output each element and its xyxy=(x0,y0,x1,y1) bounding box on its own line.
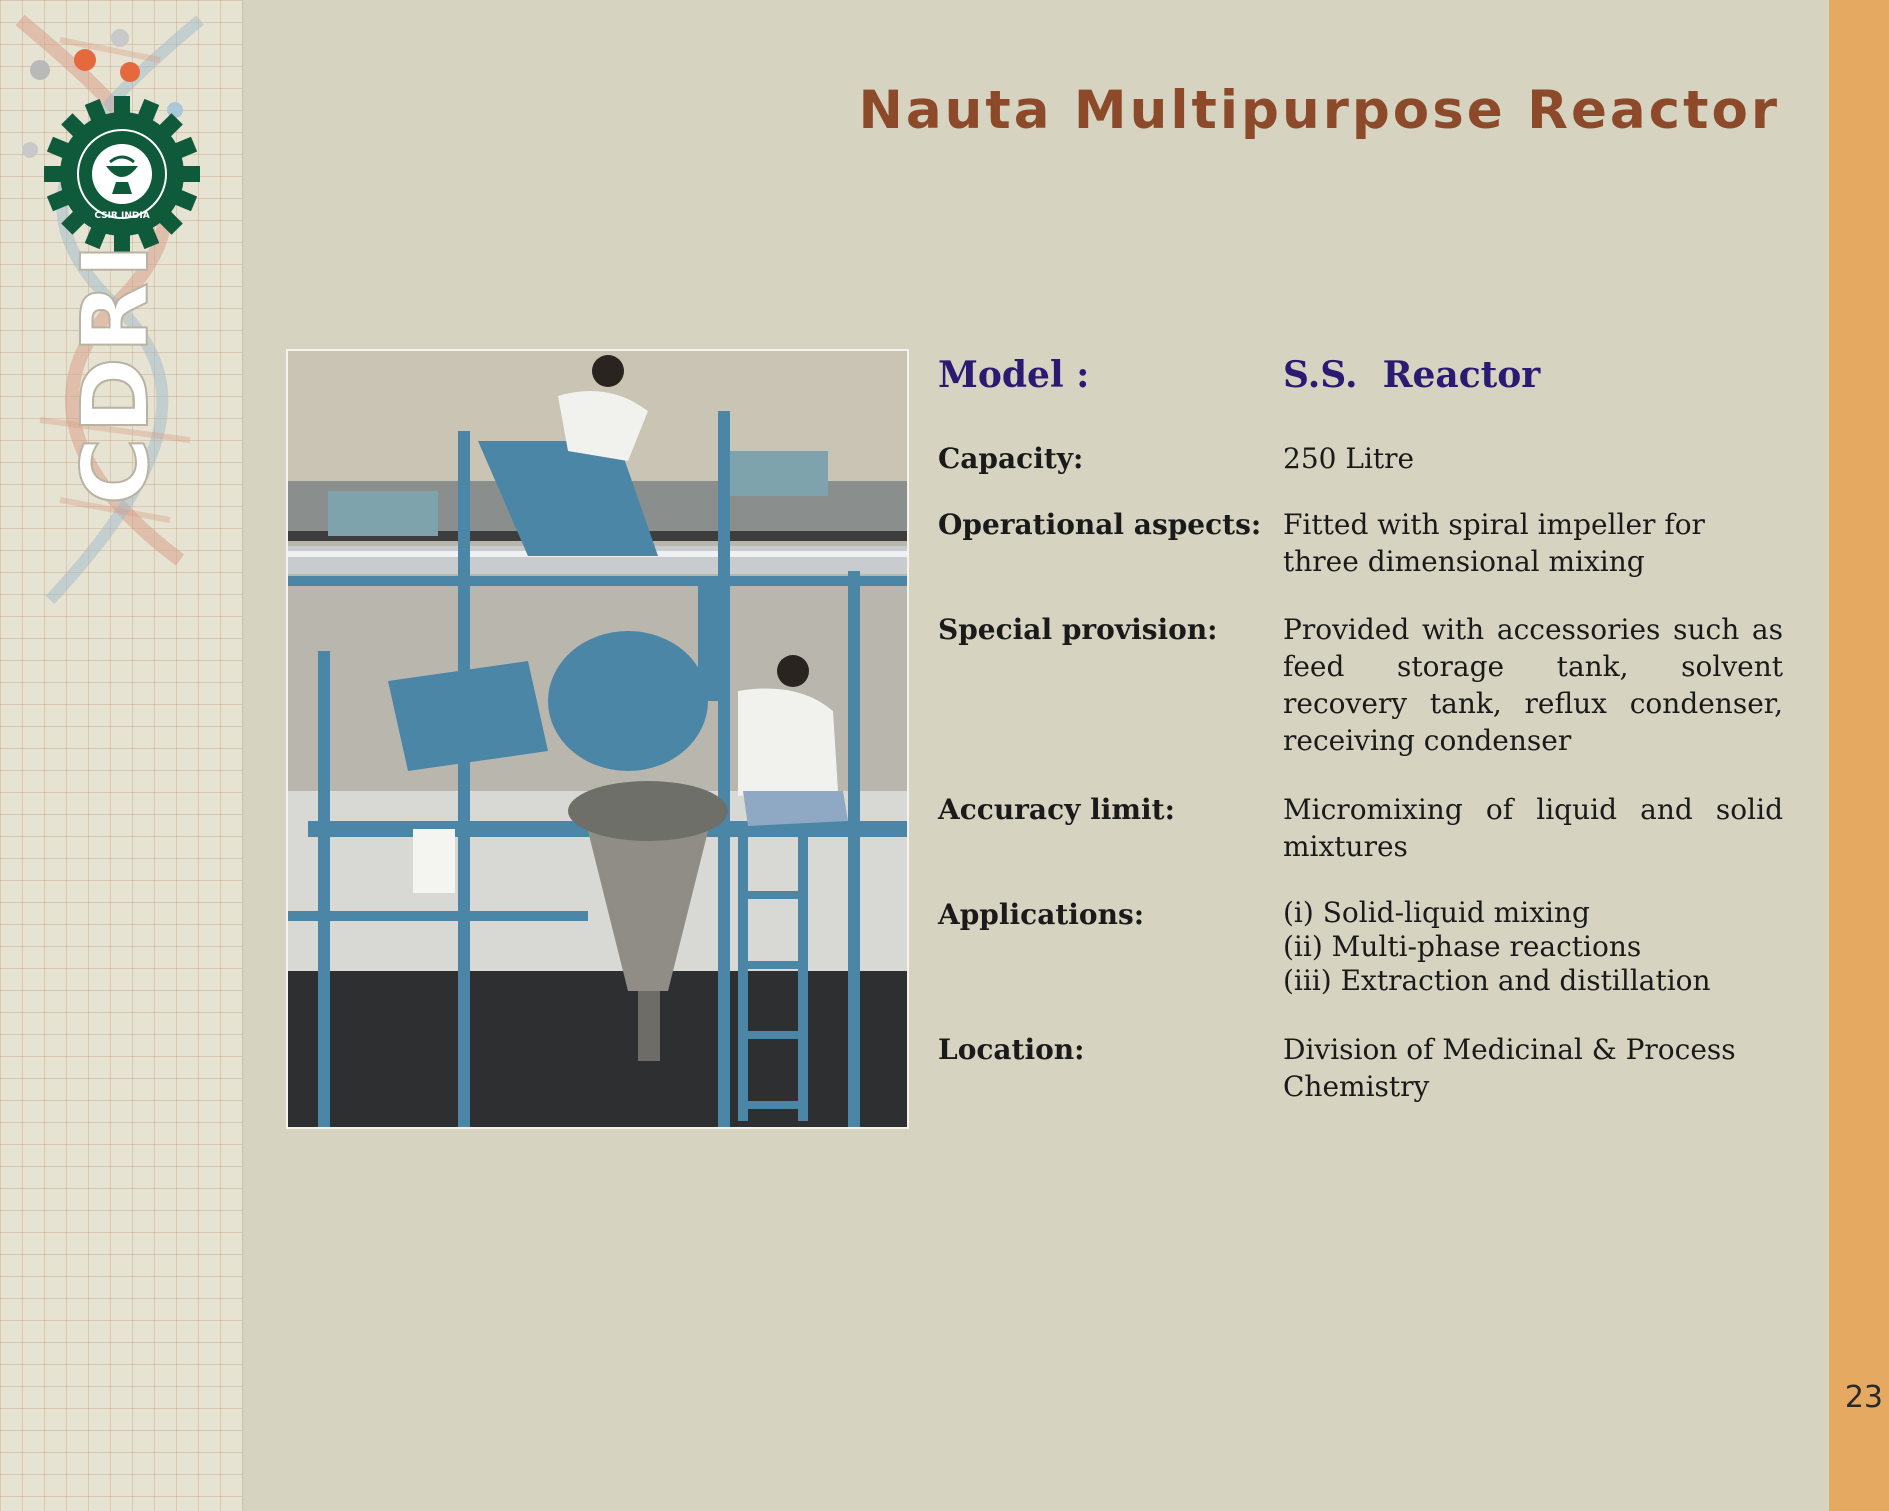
application-item: (i) Solid-liquid mixing xyxy=(1283,896,1590,929)
spec-label-operational: Operational aspects: xyxy=(938,508,1262,541)
spec-value-applications xyxy=(1283,896,1783,998)
spec-value-operational: Fitted with spiral impeller for three dimensional mixing xyxy=(1283,508,1705,578)
application-item: (iii) Extraction and distillation xyxy=(1283,964,1711,997)
spec-label-location: Location: xyxy=(938,1033,1085,1066)
cdri-wordmark: CDRI xyxy=(62,240,169,505)
csir-seal-logo xyxy=(44,96,200,252)
application-item: (ii) Multi-phase reactions xyxy=(1283,930,1642,963)
page-title: Nauta Multipurpose Reactor xyxy=(858,80,1780,141)
spec-label-applications: Applications: xyxy=(938,898,1145,931)
spec-value-accuracy: Micromixing of liquid and solid mixtures xyxy=(1283,793,1783,863)
spec-value-model: S.S. Reactor xyxy=(1283,354,1541,396)
spec-label-special: Special provision: xyxy=(938,613,1218,646)
reactor-photo xyxy=(286,349,909,1129)
spec-value-special: Provided with accessories such as feed storage tank, solvent recovery tank, reflux condenser, receiving condenser xyxy=(1283,613,1783,757)
spec-label-model: Model : xyxy=(938,354,1090,396)
spec-label-accuracy: Accuracy limit: xyxy=(938,793,1175,826)
spec-value-capacity: 250 Litre xyxy=(1283,442,1415,475)
spec-value-location: Division of Medicinal & Process Chemistry xyxy=(1283,1033,1736,1103)
svg-text:CSIR INDIA: CSIR INDIA xyxy=(94,211,150,221)
spec-label-capacity: Capacity: xyxy=(938,442,1084,475)
reactor-photo-illustration xyxy=(288,351,907,1127)
page-number: 23 xyxy=(1844,1380,1883,1415)
sidebar-decoration xyxy=(0,0,243,1511)
right-accent-strip xyxy=(1829,0,1889,1511)
